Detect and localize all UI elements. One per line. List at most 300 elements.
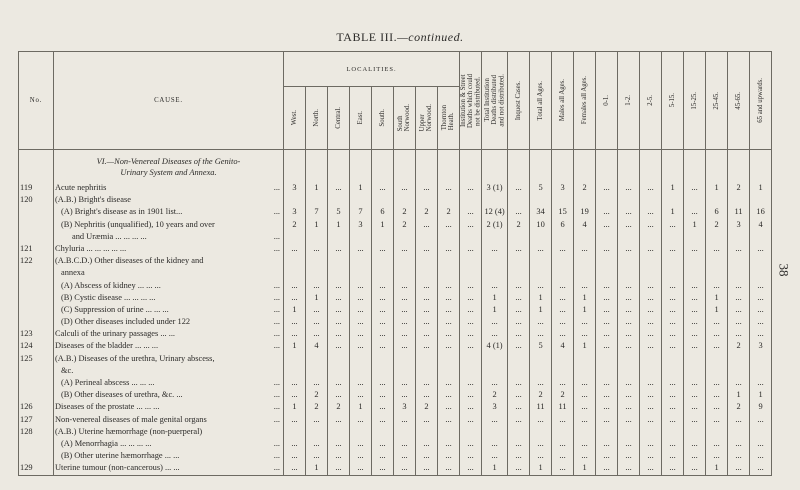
table-cell: ... xyxy=(394,389,416,401)
table-cell xyxy=(416,267,438,279)
table-cell: ... xyxy=(460,206,482,218)
table-cell xyxy=(328,255,350,267)
table-cell: ... xyxy=(618,292,640,304)
table-cell: ... xyxy=(662,438,684,450)
row-number xyxy=(19,206,54,218)
table-cell: ... xyxy=(416,243,438,255)
table-cell: ... xyxy=(306,438,328,450)
table-cell: 1 xyxy=(284,304,306,316)
table-cell: ... xyxy=(438,182,460,194)
table-cell xyxy=(508,365,530,377)
table-cell: ... xyxy=(640,182,662,194)
table-cell: ... xyxy=(508,438,530,450)
table-cell xyxy=(508,231,530,243)
cause-text: (B) Nephritis (unqualified), 10 years and over xyxy=(61,219,215,229)
table-cell: ... xyxy=(640,377,662,389)
table-cell: ... xyxy=(530,450,552,462)
table-row xyxy=(19,462,772,475)
table-cell xyxy=(284,426,306,438)
table-cell xyxy=(350,353,372,365)
row-number xyxy=(19,389,54,401)
table-cell: ... xyxy=(574,389,596,401)
table-cell: ... xyxy=(706,328,728,340)
table-cell: ... xyxy=(284,450,306,462)
table-cell xyxy=(306,231,328,243)
table-cell: ... xyxy=(706,340,728,352)
table-row xyxy=(19,267,772,279)
table-cell xyxy=(530,426,552,438)
leader-dots: ... xyxy=(273,451,280,461)
table-cell: ... xyxy=(508,316,530,328)
table-cell: 3 xyxy=(750,340,772,352)
table-cell: ... xyxy=(482,280,508,292)
table-cell: ... xyxy=(706,377,728,389)
table-cell xyxy=(728,231,750,243)
header-col: 5-15. xyxy=(662,52,684,150)
table-cell: ... xyxy=(328,438,350,450)
header-col: South Norwood. xyxy=(394,87,416,150)
table-cell: 1 xyxy=(530,292,552,304)
table-cell: 2 (1) xyxy=(482,219,508,231)
leader-dots: ... xyxy=(273,207,280,217)
header-no: No. xyxy=(19,52,54,150)
table-cell: 4 xyxy=(750,219,772,231)
table-cell: ... xyxy=(552,280,574,292)
table-cell: 1 xyxy=(662,182,684,194)
table-cell: ... xyxy=(552,328,574,340)
table-cell xyxy=(640,353,662,365)
table-cell: ... xyxy=(596,389,618,401)
table-cell xyxy=(306,255,328,267)
table-cell: ... xyxy=(416,414,438,426)
table-cell xyxy=(438,194,460,206)
table-cell xyxy=(306,194,328,206)
cause-cell xyxy=(54,426,284,438)
cause-text: Chyluria ... ... ... ... ... xyxy=(55,243,127,253)
table-cell: ... xyxy=(394,450,416,462)
table-cell: ... xyxy=(684,462,706,475)
table-cell: 4 (1) xyxy=(482,340,508,352)
table-row xyxy=(19,182,772,194)
table-cell: ... xyxy=(596,206,618,218)
table-cell: ... xyxy=(640,414,662,426)
leader-dots: ... xyxy=(273,304,280,314)
table-cell: ... xyxy=(596,316,618,328)
table-cell: ... xyxy=(684,414,706,426)
table-cell: ... xyxy=(728,438,750,450)
table-cell: ... xyxy=(684,389,706,401)
table-cell: ... xyxy=(662,401,684,413)
cause-cell xyxy=(54,267,284,279)
table-cell: ... xyxy=(662,389,684,401)
table-cell: ... xyxy=(508,206,530,218)
header-col: Inquest Cases. xyxy=(508,52,530,150)
table-cell xyxy=(508,194,530,206)
table-cell: ... xyxy=(284,438,306,450)
table-cell: 12 (4) xyxy=(482,206,508,218)
table-cell: ... xyxy=(684,340,706,352)
table-cell xyxy=(552,353,574,365)
table-cell xyxy=(372,194,394,206)
table-cell xyxy=(482,365,508,377)
table-cell: ... xyxy=(706,389,728,401)
table-cell xyxy=(574,267,596,279)
table-cell xyxy=(394,231,416,243)
table-cell: ... xyxy=(662,450,684,462)
cause-text: Non-venereal diseases of male genital organs xyxy=(55,414,207,424)
leader-dots: ... xyxy=(273,183,280,192)
table-cell: ... xyxy=(416,462,438,475)
table-cell xyxy=(750,426,772,438)
table-cell xyxy=(460,231,482,243)
table-cell xyxy=(306,267,328,279)
table-cell: ... xyxy=(750,316,772,328)
cause-text: (A.B.) Diseases of the urethra, Urinary abscess, xyxy=(55,353,215,363)
table-row xyxy=(19,280,772,292)
table-cell xyxy=(508,353,530,365)
table-cell: ... xyxy=(284,292,306,304)
table-cell xyxy=(350,267,372,279)
table-cell: 15 xyxy=(552,206,574,218)
table-cell xyxy=(728,194,750,206)
cause-cell xyxy=(54,365,284,377)
table-cell: ... xyxy=(350,316,372,328)
table-cell: ... xyxy=(372,414,394,426)
table-cell: ... xyxy=(394,328,416,340)
table-cell xyxy=(728,353,750,365)
table-cell: ... xyxy=(750,414,772,426)
leader-dots: ... xyxy=(273,402,280,412)
table-cell: ... xyxy=(684,206,706,218)
table-cell: ... xyxy=(684,182,706,194)
table-cell: ... xyxy=(552,316,574,328)
table-cell: ... xyxy=(574,401,596,413)
table-cell xyxy=(596,267,618,279)
table-cell: ... xyxy=(350,328,372,340)
table-cell xyxy=(508,426,530,438)
table-cell xyxy=(372,231,394,243)
table-cell xyxy=(328,267,350,279)
table-cell xyxy=(19,150,54,183)
table-cell: ... xyxy=(662,280,684,292)
cause-text: (B) Cystic disease ... ... ... ... xyxy=(61,292,156,302)
table-cell xyxy=(684,255,706,267)
table-cell: 6 xyxy=(706,206,728,218)
table-cell: ... xyxy=(328,414,350,426)
table-cell xyxy=(552,365,574,377)
table-cell: ... xyxy=(618,340,640,352)
mortality-table xyxy=(18,51,772,476)
table-cell: 2 xyxy=(306,389,328,401)
header-col: East. xyxy=(350,87,372,150)
table-row xyxy=(19,365,772,377)
cause-text: (A) Abscess of kidney ... ... ... xyxy=(61,280,161,290)
table-cell xyxy=(416,365,438,377)
table-row xyxy=(19,292,772,304)
cause-cell xyxy=(54,243,284,255)
cause-text: and Uræmia ... ... ... ... xyxy=(72,231,147,241)
table-cell: ... xyxy=(350,389,372,401)
table-row xyxy=(19,414,772,426)
table-cell: ... xyxy=(394,377,416,389)
table-cell: ... xyxy=(460,219,482,231)
table-cell: ... xyxy=(460,414,482,426)
table-cell xyxy=(328,365,350,377)
table-cell: ... xyxy=(306,328,328,340)
table-cell xyxy=(706,365,728,377)
table-cell xyxy=(662,231,684,243)
table-cell: ... xyxy=(530,328,552,340)
cause-text: annexa xyxy=(61,268,85,278)
cause-cell xyxy=(54,194,284,206)
table-cell: 2 xyxy=(416,206,438,218)
cause-text: (A.B.C.D.) Other diseases of the kidney and xyxy=(55,256,204,266)
table-cell: ... xyxy=(508,182,530,194)
table-cell: 2 xyxy=(574,182,596,194)
table-cell: ... xyxy=(706,243,728,255)
table-cell: ... xyxy=(482,328,508,340)
table-row xyxy=(19,401,772,413)
table-cell: ... xyxy=(750,292,772,304)
table-cell xyxy=(372,426,394,438)
table-cell: ... xyxy=(640,462,662,475)
table-cell: ... xyxy=(508,389,530,401)
table-cell: ... xyxy=(306,280,328,292)
table-row xyxy=(19,231,772,243)
table-cell: ... xyxy=(596,328,618,340)
table-cell xyxy=(618,353,640,365)
table-cell: ... xyxy=(530,438,552,450)
table-cell: ... xyxy=(372,450,394,462)
table-cell: ... xyxy=(482,243,508,255)
table-cell: ... xyxy=(460,401,482,413)
table-cell: ... xyxy=(750,280,772,292)
table-cell: 9 xyxy=(750,401,772,413)
table-cell: ... xyxy=(618,401,640,413)
table-cell: 1 xyxy=(306,462,328,475)
table-cell: 1 xyxy=(482,292,508,304)
table-cell: ... xyxy=(552,243,574,255)
table-cell xyxy=(508,255,530,267)
table-cell xyxy=(530,267,552,279)
table-cell: ... xyxy=(416,389,438,401)
table-cell xyxy=(482,426,508,438)
table-cell: 1 xyxy=(284,340,306,352)
header-col: North. xyxy=(306,87,328,150)
cause-text: (B) Other diseases of urethra, &c. ... xyxy=(61,390,183,400)
table-cell: ... xyxy=(596,340,618,352)
table-cell: 2 xyxy=(508,219,530,231)
table-cell xyxy=(684,267,706,279)
table-cell: ... xyxy=(482,414,508,426)
table-cell: ... xyxy=(618,450,640,462)
row-number xyxy=(19,267,54,279)
table-cell: 4 xyxy=(306,340,328,352)
table-cell: ... xyxy=(460,316,482,328)
table-cell: ... xyxy=(706,401,728,413)
table-cell xyxy=(750,353,772,365)
header-col: 15-25. xyxy=(684,52,706,150)
cause-text: (D) Other diseases included under 122 xyxy=(61,317,191,327)
table-cell: ... xyxy=(328,280,350,292)
row-number xyxy=(19,304,54,316)
table-cell xyxy=(284,353,306,365)
table-cell: 4 xyxy=(552,340,574,352)
table-cell: 1 xyxy=(482,304,508,316)
table-cell: 2 xyxy=(306,401,328,413)
table-cell: 11 xyxy=(728,206,750,218)
table-cell: ... xyxy=(684,280,706,292)
table-cell: ... xyxy=(372,182,394,194)
table-cell: ... xyxy=(438,304,460,316)
table-cell xyxy=(618,255,640,267)
cause-text: (A) Perineal abscess ... ... ... xyxy=(61,378,155,387)
table-cell: 2 xyxy=(728,340,750,352)
table-cell: ... xyxy=(306,304,328,316)
table-cell: 5 xyxy=(530,340,552,352)
cause-cell xyxy=(54,328,284,340)
table-cell xyxy=(618,194,640,206)
cause-cell xyxy=(54,206,284,218)
cause-text: (A.B.) Uterine hæmorrhage (non-puerperal) xyxy=(55,426,203,436)
table-cell xyxy=(574,353,596,365)
cause-text: Acute nephritis xyxy=(55,183,107,192)
table-cell: ... xyxy=(416,328,438,340)
table-cell xyxy=(728,426,750,438)
table-row xyxy=(19,353,772,365)
table-cell: ... xyxy=(706,450,728,462)
table-cell: ... xyxy=(394,316,416,328)
table-cell: 3 xyxy=(394,401,416,413)
table-cell xyxy=(482,255,508,267)
table-cell xyxy=(328,231,350,243)
table-cell: ... xyxy=(350,414,372,426)
cause-cell xyxy=(54,438,284,450)
row-number: 129 xyxy=(19,462,54,475)
row-number: 125 xyxy=(19,353,54,365)
table-cell xyxy=(438,353,460,365)
table-cell: ... xyxy=(460,328,482,340)
table-cell: 1 xyxy=(372,219,394,231)
table-cell: ... xyxy=(438,316,460,328)
table-cell: ... xyxy=(684,304,706,316)
table-row xyxy=(19,426,772,438)
cause-cell xyxy=(54,401,284,413)
table-cell: ... xyxy=(728,377,750,389)
cause-cell xyxy=(54,450,284,462)
table-row xyxy=(19,438,772,450)
table-cell: ... xyxy=(438,280,460,292)
table-cell xyxy=(372,353,394,365)
table-cell xyxy=(460,353,482,365)
table-cell: ... xyxy=(508,401,530,413)
table-cell: ... xyxy=(284,462,306,475)
table-cell: ... xyxy=(750,450,772,462)
table-cell: ... xyxy=(684,450,706,462)
table-cell xyxy=(728,365,750,377)
table-cell: 3 xyxy=(284,182,306,194)
row-number: 122 xyxy=(19,255,54,267)
cause-cell xyxy=(54,255,284,267)
table-cell xyxy=(482,231,508,243)
table-cell: ... xyxy=(438,292,460,304)
table-row xyxy=(19,450,772,462)
table-cell: 1 xyxy=(306,182,328,194)
table-cell xyxy=(596,426,618,438)
table-cell: ... xyxy=(552,377,574,389)
table-cell: ... xyxy=(460,292,482,304)
table-cell xyxy=(750,267,772,279)
table-cell: ... xyxy=(438,243,460,255)
table-cell: ... xyxy=(328,304,350,316)
table-cell xyxy=(706,194,728,206)
table-cell: ... xyxy=(618,316,640,328)
cause-cell xyxy=(54,316,284,328)
table-row xyxy=(19,206,772,218)
table-cell: ... xyxy=(328,340,350,352)
table-cell: 1 xyxy=(306,292,328,304)
table-cell: 3 xyxy=(482,401,508,413)
table-cell: ... xyxy=(460,450,482,462)
table-cell: ... xyxy=(640,316,662,328)
table-cell: ... xyxy=(640,389,662,401)
table-cell xyxy=(350,255,372,267)
table-cell: ... xyxy=(350,292,372,304)
table-cell xyxy=(306,365,328,377)
table-cell: ... xyxy=(372,243,394,255)
table-cell: ... xyxy=(574,280,596,292)
header-col: South. xyxy=(372,87,394,150)
table-cell xyxy=(530,231,552,243)
table-cell xyxy=(662,267,684,279)
table-cell xyxy=(596,353,618,365)
cause-cell xyxy=(54,414,284,426)
table-cell: ... xyxy=(662,243,684,255)
table-cell: ... xyxy=(328,316,350,328)
table-cell: ... xyxy=(618,280,640,292)
leader-dots: ... xyxy=(273,231,280,241)
cause-text: (A) Bright's disease as in 1901 list... xyxy=(61,207,183,217)
table-cell: ... xyxy=(618,328,640,340)
table-cell: ... xyxy=(416,316,438,328)
table-cell xyxy=(438,365,460,377)
table-cell: ... xyxy=(460,377,482,389)
table-cell: ... xyxy=(662,462,684,475)
table-cell: ... xyxy=(416,340,438,352)
header-col: Total all Ages. xyxy=(530,52,552,150)
table-cell: 7 xyxy=(306,206,328,218)
table-cell xyxy=(706,255,728,267)
table-cell: ... xyxy=(328,328,350,340)
row-number: 124 xyxy=(19,340,54,352)
table-cell: ... xyxy=(684,438,706,450)
table-cell xyxy=(394,353,416,365)
table-cell: 11 xyxy=(552,401,574,413)
table-cell xyxy=(394,194,416,206)
table-cell: 1 xyxy=(728,389,750,401)
table-cell: 2 xyxy=(728,401,750,413)
table-cell: ... xyxy=(640,292,662,304)
row-number xyxy=(19,438,54,450)
table-cell: ... xyxy=(508,328,530,340)
table-cell xyxy=(640,194,662,206)
table-cell: ... xyxy=(372,377,394,389)
table-cell xyxy=(460,426,482,438)
cause-text: Diseases of the prostate ... ... ... xyxy=(55,402,160,412)
row-number xyxy=(19,292,54,304)
table-cell: ... xyxy=(460,389,482,401)
cause-cell xyxy=(54,280,284,292)
